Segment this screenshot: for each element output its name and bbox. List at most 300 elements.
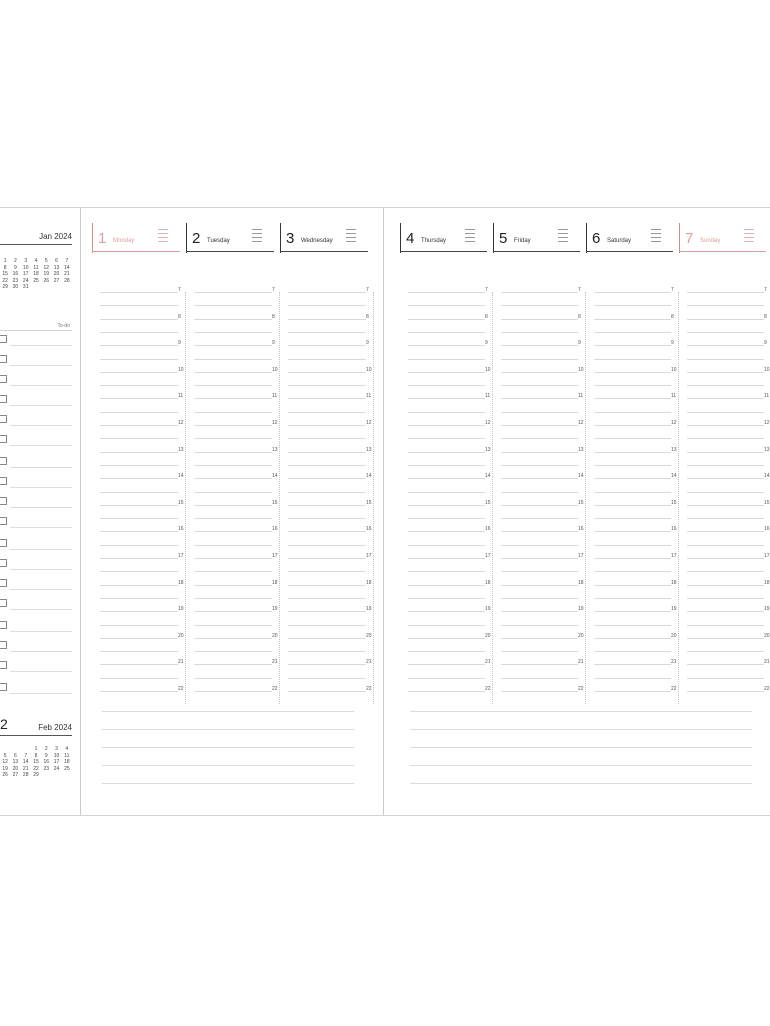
time-slot-line <box>594 292 671 293</box>
time-slot-line <box>687 305 764 306</box>
hour-label: 17 <box>366 553 372 559</box>
time-slot-line <box>100 425 178 426</box>
calendar-date: 22 <box>33 765 39 772</box>
day-header-rule <box>280 251 368 252</box>
hour-label: 18 <box>485 579 491 586</box>
time-slot-line <box>594 478 671 479</box>
hour-label: 20 <box>485 632 491 639</box>
calendar-date: 10 <box>53 752 60 759</box>
note-line <box>252 233 262 234</box>
hour-label: 19 <box>178 606 184 613</box>
time-slot-line <box>501 345 578 346</box>
time-slot-line <box>194 372 272 373</box>
day-header-edge <box>586 223 587 253</box>
hour-label: 22 <box>764 686 770 692</box>
todo-checkbox <box>0 435 7 443</box>
hour-label: 18 <box>178 579 184 586</box>
time-slot-line <box>501 385 578 386</box>
time-slot-line <box>194 492 272 493</box>
hour-label: 9 <box>485 340 488 347</box>
day-note-lines <box>558 229 568 245</box>
day-header-edge <box>186 223 187 253</box>
day-note-lines <box>744 229 754 245</box>
time-slot-line <box>194 678 272 679</box>
time-slot-line <box>100 305 178 306</box>
february-rule <box>0 735 72 736</box>
time-slot-line <box>288 492 366 493</box>
hour-label: 12 <box>366 420 372 426</box>
calendar-blank <box>21 746 31 753</box>
note-line <box>465 229 475 230</box>
time-slot-line <box>408 611 485 612</box>
calendar-date: 6 <box>55 258 58 264</box>
calendar-date: 29 <box>2 284 8 291</box>
time-slot-line <box>594 332 671 333</box>
sidebar-divider <box>80 208 81 815</box>
time-slot-line <box>408 638 485 639</box>
time-slot-line <box>100 664 178 665</box>
hour-label: 21 <box>272 659 278 666</box>
time-slot-line <box>194 505 272 506</box>
day-number: 6 <box>592 230 601 247</box>
todo-item[interactable] <box>0 682 72 694</box>
hour-label: 14 <box>764 473 770 480</box>
todo-item[interactable] <box>0 476 72 488</box>
time-slot-line <box>408 678 485 679</box>
hour-label: 14 <box>485 473 491 480</box>
calendar-date: 24 <box>53 765 60 772</box>
hour-label: 9 <box>764 340 767 347</box>
time-slot-line <box>501 492 578 493</box>
time-slot-line <box>687 664 764 665</box>
time-slot-line <box>194 292 272 293</box>
day-column-divider <box>185 292 187 704</box>
todo-item[interactable] <box>0 516 72 528</box>
time-slot-line <box>687 518 764 519</box>
hour-label: 20 <box>178 632 184 639</box>
calendar-date: 28 <box>64 277 70 284</box>
calendar-date: 4 <box>65 746 69 752</box>
time-slot-line <box>100 412 178 413</box>
day-note-lines <box>252 229 262 245</box>
time-slot-line <box>687 478 764 479</box>
time-slot-line <box>594 359 671 360</box>
time-slot-line <box>100 332 178 333</box>
hour-label: 17 <box>764 553 770 559</box>
time-slot-line <box>687 638 764 639</box>
note-line <box>651 237 661 238</box>
time-slot-line <box>288 319 366 320</box>
day-header-edge <box>679 223 680 253</box>
time-slot-line <box>594 505 671 506</box>
hour-label: 19 <box>485 606 491 613</box>
calendar-date: 26 <box>43 277 50 284</box>
calendar-date: 2 <box>44 746 48 752</box>
time-slot-line <box>594 452 671 453</box>
calendar-date: 8 <box>34 752 38 759</box>
memo-line <box>410 711 752 712</box>
calendar-date: 9 <box>14 264 17 271</box>
hour-label: 11 <box>578 393 584 400</box>
time-slot-line <box>501 332 578 333</box>
hour-label: 20 <box>764 632 770 639</box>
hour-label: 19 <box>671 606 677 613</box>
todo-item[interactable] <box>0 394 72 406</box>
time-slot-line <box>288 638 366 639</box>
todo-checkbox <box>0 559 7 567</box>
calendar-date: 19 <box>43 271 50 278</box>
todo-item[interactable] <box>0 456 72 468</box>
time-slot-line <box>288 678 366 679</box>
time-slot-line <box>594 598 671 599</box>
note-line <box>252 241 262 242</box>
day-column-divider <box>678 292 680 704</box>
todo-checkbox <box>0 641 7 649</box>
time-slot-line <box>194 611 272 612</box>
hour-label: 14 <box>366 473 372 480</box>
hour-label: 17 <box>578 553 584 559</box>
time-slot-line <box>194 625 272 626</box>
time-slot-line <box>100 611 178 612</box>
hour-label: 15 <box>764 499 770 506</box>
calendar-date: 21 <box>22 765 29 772</box>
day-note-lines <box>346 229 356 245</box>
time-slot-line <box>687 505 764 506</box>
time-slot-line <box>408 664 485 665</box>
hour-label: 8 <box>272 313 275 320</box>
time-slot-line <box>687 372 764 373</box>
todo-item[interactable] <box>0 374 72 386</box>
todo-item[interactable] <box>0 620 72 632</box>
time-slot-line <box>687 465 764 466</box>
hour-label: 7 <box>578 287 581 293</box>
time-slot-line <box>687 651 764 652</box>
todo-line <box>10 589 72 590</box>
calendar-date: 11 <box>33 264 39 271</box>
hour-label: 11 <box>272 393 278 400</box>
hour-label: 22 <box>485 686 491 692</box>
time-slot-line <box>100 545 178 546</box>
hour-label: 7 <box>178 287 181 293</box>
hour-label: 10 <box>764 366 770 373</box>
calendar-date: 13 <box>53 264 60 271</box>
hour-label: 18 <box>578 579 584 586</box>
hour-label: 13 <box>178 446 184 453</box>
time-slot-line <box>408 651 485 652</box>
time-slot-line <box>194 531 272 532</box>
note-line <box>346 229 356 230</box>
hour-label: 13 <box>671 446 677 453</box>
note-line <box>558 233 568 234</box>
time-slot-line <box>408 598 485 599</box>
time-slot-line <box>501 585 578 586</box>
time-slot-line <box>194 664 272 665</box>
calendar-date: 5 <box>44 258 48 264</box>
hour-label: 9 <box>671 340 674 347</box>
calendar-date: 10 <box>22 264 29 271</box>
hour-label: 21 <box>578 659 584 666</box>
todo-checkbox <box>0 661 7 669</box>
todo-line <box>10 345 72 346</box>
time-slot-line <box>408 478 485 479</box>
time-slot-line <box>288 625 366 626</box>
hour-label: 21 <box>485 659 491 666</box>
hour-label: 9 <box>578 340 581 347</box>
time-slot-line <box>194 518 272 519</box>
time-slot-line <box>408 385 485 386</box>
time-slot-line <box>594 664 671 665</box>
hour-label: 13 <box>366 446 372 453</box>
hour-label: 17 <box>272 553 278 559</box>
time-slot-line <box>100 465 178 466</box>
hour-label: 21 <box>671 659 677 666</box>
calendar-date: 17 <box>22 271 29 278</box>
time-slot-line <box>288 438 366 439</box>
time-slot-line <box>288 292 366 293</box>
memo-line <box>102 729 354 730</box>
todo-checkbox <box>0 683 7 691</box>
time-slot-line <box>194 651 272 652</box>
day-header-rule <box>92 251 180 252</box>
hour-label: 13 <box>764 446 770 453</box>
todo-checkbox <box>0 355 7 363</box>
hour-label: 11 <box>178 393 184 400</box>
note-line <box>651 233 661 234</box>
hour-label: 12 <box>764 420 770 426</box>
hour-label: 10 <box>578 366 584 373</box>
calendar-date: 3 <box>55 746 58 752</box>
time-slot-line <box>194 345 272 346</box>
february-number: 2 <box>0 716 8 732</box>
todo-checkbox <box>0 477 7 485</box>
time-slot-line <box>194 438 272 439</box>
todo-line <box>10 671 72 672</box>
time-slot-line <box>288 691 366 692</box>
todo-checkbox <box>0 579 7 587</box>
note-line <box>651 229 661 230</box>
time-slot-line <box>594 518 671 519</box>
todo-item[interactable] <box>0 354 72 366</box>
todo-item[interactable] <box>0 660 72 672</box>
todo-line <box>10 487 72 488</box>
time-slot-line <box>194 638 272 639</box>
time-slot-line <box>288 558 366 559</box>
calendar-date: 4 <box>34 258 38 264</box>
time-slot-line <box>100 571 178 572</box>
time-slot-line <box>100 359 178 360</box>
time-slot-line <box>594 585 671 586</box>
calendar-date: 20 <box>53 271 60 278</box>
day-number: 5 <box>499 230 508 247</box>
calendar-date: 5 <box>3 752 7 759</box>
hour-label: 15 <box>366 499 372 506</box>
calendar-date: 7 <box>65 258 69 264</box>
calendar-date: 1 <box>34 746 38 752</box>
time-slot-line <box>288 664 366 665</box>
day-header-2 <box>186 223 274 258</box>
memo-line <box>410 765 752 766</box>
time-slot-line <box>501 452 578 453</box>
time-slot-line <box>288 425 366 426</box>
time-slot-line <box>100 651 178 652</box>
note-line <box>465 241 475 242</box>
day-header-7 <box>679 223 766 258</box>
time-slot-line <box>687 359 764 360</box>
todo-item[interactable] <box>0 538 72 550</box>
memo-line <box>410 747 752 748</box>
calendar-date: 22 <box>2 277 8 284</box>
hour-label: 14 <box>578 473 584 480</box>
calendar-date: 27 <box>53 277 60 284</box>
todo-line <box>10 609 72 610</box>
time-slot-line <box>594 651 671 652</box>
day-number: 4 <box>406 230 415 247</box>
time-slot-line <box>194 425 272 426</box>
time-slot-line <box>408 465 485 466</box>
time-slot-line <box>408 438 485 439</box>
hour-label: 18 <box>671 579 677 586</box>
hour-label: 22 <box>178 686 184 692</box>
hour-label: 20 <box>366 632 372 639</box>
hour-label: 9 <box>366 340 369 347</box>
hour-label: 18 <box>764 579 770 586</box>
todo-item[interactable] <box>0 414 72 426</box>
time-slot-line <box>194 598 272 599</box>
day-note-lines <box>158 229 168 245</box>
time-slot-line <box>288 531 366 532</box>
time-slot-line <box>594 425 671 426</box>
day-header-edge <box>400 223 401 253</box>
time-slot-line <box>501 638 578 639</box>
todo-item[interactable] <box>0 558 72 570</box>
hour-label: 13 <box>272 446 278 453</box>
time-slot-line <box>194 305 272 306</box>
todo-checkbox <box>0 335 7 343</box>
calendar-date: 28 <box>22 772 29 779</box>
time-slot-line <box>501 438 578 439</box>
time-slot-line <box>687 292 764 293</box>
time-slot-line <box>288 611 366 612</box>
todo-line <box>10 527 72 528</box>
day-header-rule <box>186 251 274 252</box>
time-slot-line <box>408 452 485 453</box>
note-line <box>346 233 356 234</box>
time-slot-line <box>501 359 578 360</box>
todo-line <box>10 467 72 468</box>
time-slot-line <box>594 558 671 559</box>
note-line <box>651 241 661 242</box>
time-slot-line <box>501 651 578 652</box>
time-slot-line <box>408 305 485 306</box>
time-slot-line <box>501 478 578 479</box>
time-slot-line <box>501 625 578 626</box>
day-number: 3 <box>286 230 295 247</box>
day-header-edge <box>493 223 494 253</box>
calendar-date: 13 <box>12 759 19 766</box>
time-slot-line <box>594 571 671 572</box>
todo-item[interactable] <box>0 578 72 590</box>
calendar-date: 12 <box>2 759 8 766</box>
todo-item[interactable] <box>0 496 72 508</box>
todo-label: To-do <box>57 323 70 329</box>
time-slot-line <box>501 678 578 679</box>
time-slot-line <box>687 438 764 439</box>
time-slot-line <box>501 598 578 599</box>
calendar-date: 23 <box>12 277 19 284</box>
time-slot-line <box>194 319 272 320</box>
hour-label: 13 <box>578 446 584 453</box>
time-slot-line <box>687 345 764 346</box>
time-slot-line <box>594 625 671 626</box>
todo-line <box>10 549 72 550</box>
hour-label: 22 <box>578 686 584 692</box>
hour-label: 12 <box>578 420 584 426</box>
time-slot-line <box>194 452 272 453</box>
note-line <box>558 237 568 238</box>
time-slot-line <box>501 305 578 306</box>
todo-item[interactable] <box>0 434 72 446</box>
hour-label: 15 <box>178 499 184 506</box>
time-slot-line <box>194 478 272 479</box>
hour-label: 15 <box>485 499 491 506</box>
note-line <box>744 233 754 234</box>
todo-item[interactable] <box>0 598 72 610</box>
time-slot-line <box>100 598 178 599</box>
time-slot-line <box>408 345 485 346</box>
calendar-date: 25 <box>64 765 70 772</box>
hour-label: 19 <box>272 606 278 613</box>
time-slot-line <box>687 398 764 399</box>
time-slot-line <box>594 372 671 373</box>
memo-line <box>102 711 354 712</box>
calendar-date: 30 <box>12 284 19 291</box>
calendar-date: 16 <box>43 759 50 766</box>
calendar-date: 17 <box>53 759 60 766</box>
hour-label: 8 <box>578 313 581 320</box>
time-slot-line <box>501 425 578 426</box>
time-slot-line <box>100 398 178 399</box>
hour-label: 12 <box>485 420 491 426</box>
todo-rule <box>0 330 72 331</box>
hour-label: 21 <box>366 659 372 666</box>
time-slot-line <box>594 531 671 532</box>
time-slot-line <box>501 691 578 692</box>
calendar-date: 2 <box>14 258 17 264</box>
hour-label: 8 <box>366 313 369 320</box>
hour-label: 12 <box>272 420 278 426</box>
time-slot-line <box>501 558 578 559</box>
hour-label: 16 <box>671 526 677 533</box>
note-line <box>744 229 754 230</box>
time-slot-line <box>687 625 764 626</box>
time-slot-line <box>100 691 178 692</box>
hour-label: 8 <box>764 313 767 320</box>
time-slot-line <box>194 545 272 546</box>
time-slot-line <box>100 625 178 626</box>
calendar-date: 24 <box>22 277 29 284</box>
time-slot-line <box>288 598 366 599</box>
todo-item[interactable] <box>0 640 72 652</box>
todo-line <box>10 365 72 366</box>
calendar-date: 14 <box>64 264 70 271</box>
time-slot-line <box>194 332 272 333</box>
todo-item[interactable] <box>0 334 72 346</box>
hour-label: 16 <box>578 526 584 533</box>
time-slot-line <box>100 558 178 559</box>
note-line <box>346 241 356 242</box>
day-number: 2 <box>192 230 201 247</box>
time-slot-line <box>194 412 272 413</box>
